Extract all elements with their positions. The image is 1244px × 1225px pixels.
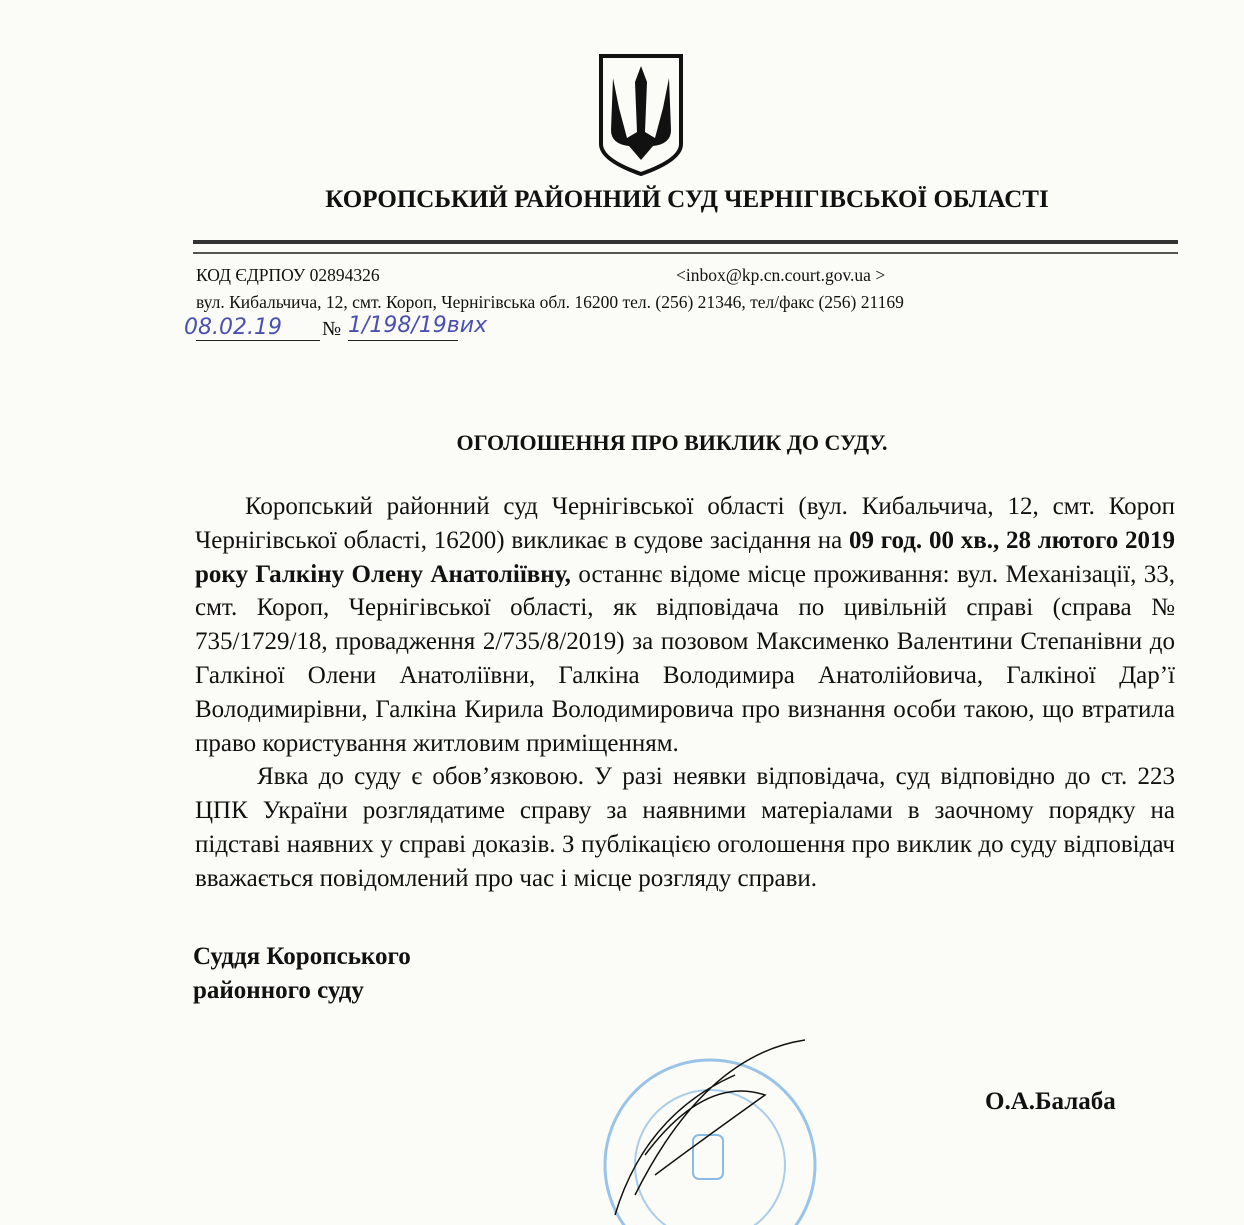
- document-title: ОГОЛОШЕННЯ ПРО ВИКЛИК ДО СУДУ.: [456, 430, 888, 455]
- judge-line2: районного суду: [193, 976, 364, 1004]
- trident-emblem-icon: [597, 52, 685, 178]
- court-name: КОРОПСЬКИЙ РАЙОННИЙ СУД ЧЕРНІГІВСЬКОЇ ОБЛАСТІ: [325, 186, 1049, 213]
- p2-text: Явка до суду є обов’язковою. У разі неявки відповідача, суд відповідно до ст. 223 ЦПК України розглядатиме справу за наявними матеріалами в заочному порядку на підставі наявних у справі доказів. З публікацією оголошення про виклик до суду відповідач вважається повідомлений про час і місце розгляду справи.: [195, 763, 1175, 892]
- number-label: №: [322, 318, 342, 340]
- judge-name: О.А.Балаба: [985, 1088, 1116, 1115]
- court-address: вул. Кибальчича, 12, смт. Короп, Чернігівська обл. 16200 тел. (256) 21346, тел/факс (256) 21169: [196, 292, 904, 312]
- judge-line1: Суддя Коропського: [193, 942, 411, 970]
- number-underline: [348, 340, 458, 341]
- p1-start: Коропський районний суд Чернігівської області (вул. Кибальчича, 12, смт. Короп Чернігівської області, 16200) викликає в судове засідання на: [195, 493, 1175, 554]
- court-email: <inbox@kp.cn.court.gov.ua >: [676, 265, 886, 285]
- edrpou-code: КОД ЄДРПОУ 02894326: [196, 265, 380, 285]
- court-stamp-icon: [585, 1035, 825, 1225]
- handwritten-date: 08.02.19: [184, 315, 282, 340]
- handwritten-number: 1/198/19вих: [348, 313, 488, 338]
- judge-title: [193, 940, 493, 1008]
- header-rule: [193, 240, 1178, 254]
- paragraph-attendance: [195, 760, 1175, 895]
- p1-bold: 09 год. 00 хв., 28 лютого 2019 року Галкіну Олену Анатоліївну,: [195, 526, 1175, 588]
- p1-end: останнє відоме місце проживання: вул. Механізації, 33, смт. Короп, Чернігівської області, як відповідача по цивільній справі (справа № 735/1729/18, провадження 2/735/8/2019) за позовом Максименко Валентини Степанівни до Галкіної Олени Анатоліївни, Галкіна Володимира Анатолійовича, Галкіної Дар’ї Володимирівни, Галкіна Кирила Володимировича про визнання особи такою, що втратила право користування житловим приміщенням.: [195, 560, 1175, 757]
- document-body: [195, 490, 1175, 1008]
- date-underline: [196, 340, 320, 341]
- paragraph-summons: [195, 490, 1175, 760]
